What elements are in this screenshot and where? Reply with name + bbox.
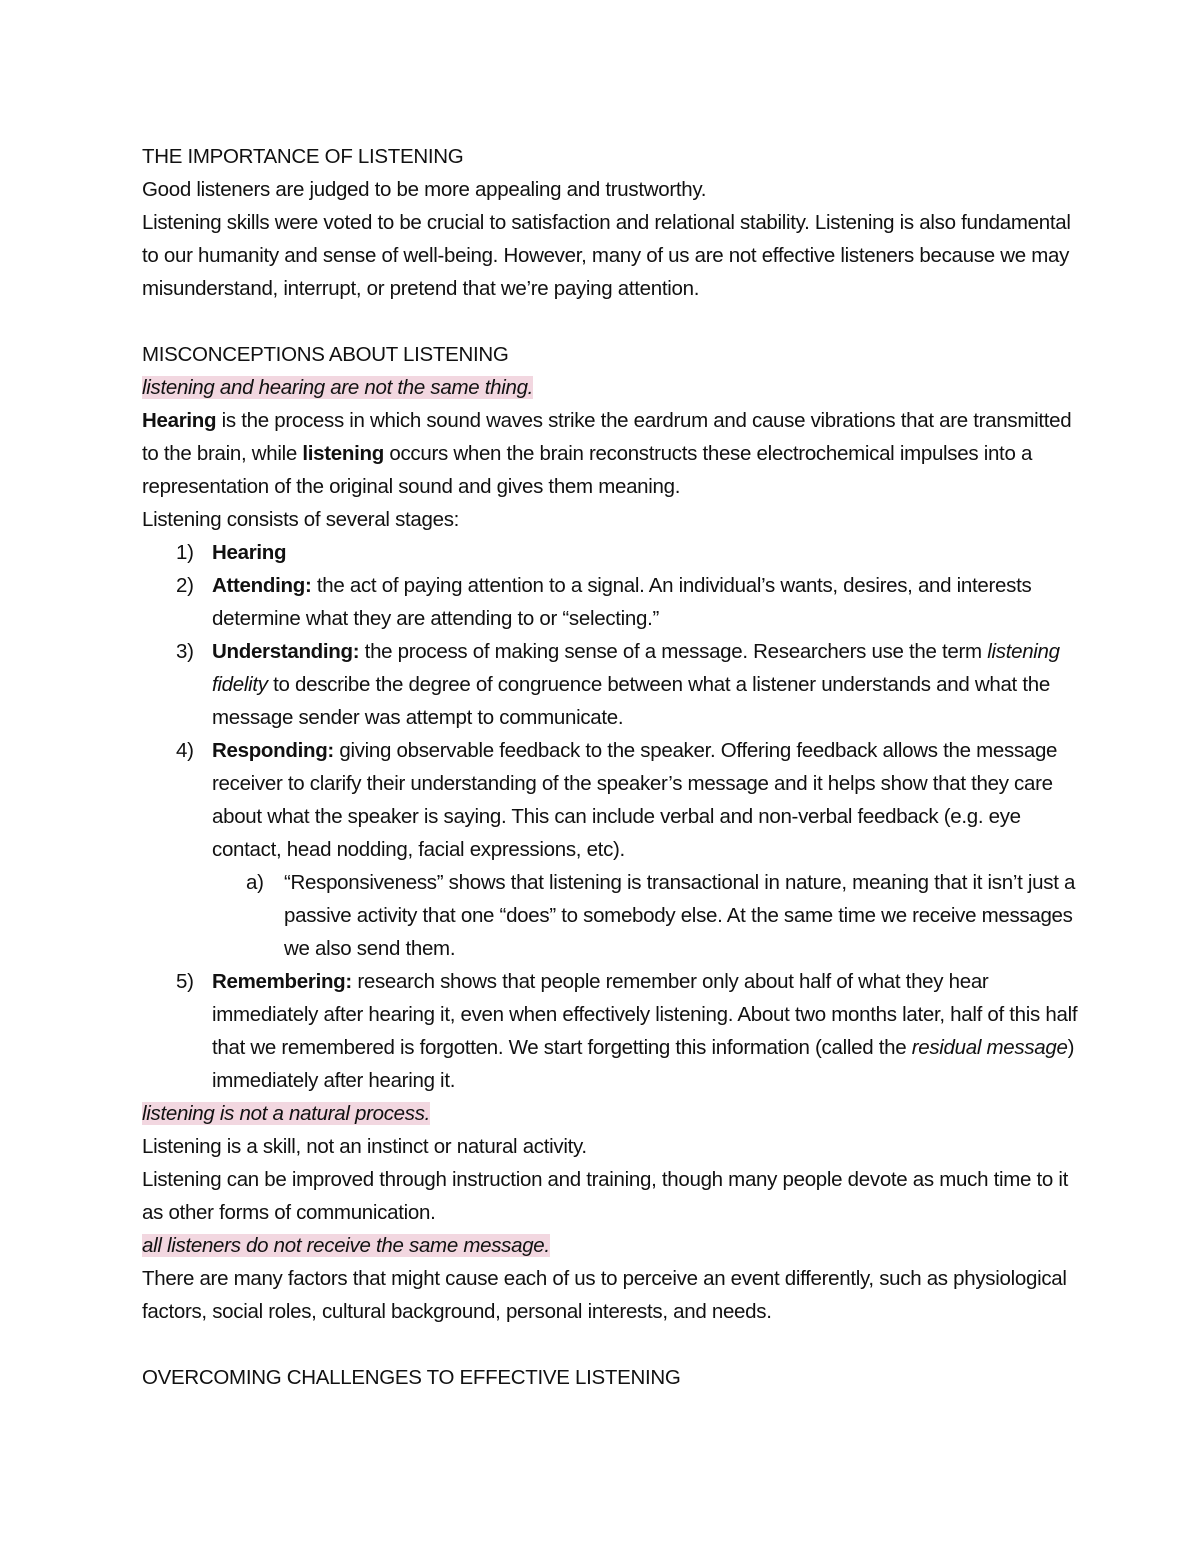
misconception-1-title: listening and hearing are not the same thing. [142, 376, 534, 399]
stages-intro: Listening consists of several stages: [142, 508, 460, 531]
section-heading-overcoming: OVERCOMING CHALLENGES TO EFFECTIVE LISTENING [142, 1366, 681, 1389]
listening-text: occurs when the brain reconstructs these electrochemical impulses into a representation of the original sound and gives them meaning. [142, 442, 1033, 498]
list-item-responding [142, 734, 1082, 866]
stage-term: Understanding: [212, 640, 360, 663]
section-heading-importance: THE IMPORTANCE OF LISTENING [142, 145, 464, 168]
list-item-attending [142, 569, 1082, 635]
stage-text: to describe the degree of congruence between what a listener understands and what the message sender was attempt to communicate. [212, 673, 1050, 729]
misconception-3-title-line [142, 1229, 1082, 1262]
paragraph-good-listeners: Good listeners are judged to be more appealing and trustworthy. [142, 178, 707, 201]
stage-text: the process of making sense of a message. Researchers use the term [359, 640, 988, 663]
stage-term: Hearing [212, 541, 287, 564]
spacer [142, 305, 1082, 338]
spacer [142, 1328, 1082, 1361]
stage-italic-term: listening fidelity [212, 640, 1060, 696]
stage-text: research shows that people remember only about half of what they hear immediately after hearing it, even when effectively listening. About two months later, half of this half that we remembered is forgotten. We start forgetting this information (called the [212, 970, 1078, 1059]
hearing-text: is the process in which sound waves strike the eardrum and cause vibrations that are transmitted to the brain, while [142, 409, 1072, 465]
paragraph-listening-improved: Listening can be improved through instruction and training, though many people devote as much time to it as other forms of communication. [142, 1168, 1069, 1224]
list-number: 5) [176, 970, 194, 993]
document-page [142, 140, 1082, 1394]
paragraph-hearing-definition [142, 404, 1082, 503]
list-item-hearing [142, 536, 1082, 569]
list-letter: a) [246, 871, 264, 894]
stage-text: giving observable feedback to the speaker. Offering feedback allows the message receiver to clarify their understanding of the speaker’s message and it helps show that they care about what the speaker is saying. This can include verbal and non-verbal feedback (e.g. eye contact, head nodding, facial expressions, etc). [212, 739, 1058, 861]
stage-term: Remembering: [212, 970, 352, 993]
list-number: 2) [176, 574, 194, 597]
term-listening: listening [302, 442, 384, 465]
misconception-3-title: all listeners do not receive the same message. [142, 1234, 550, 1257]
paragraph-listening-skills: Listening skills were voted to be crucial to satisfaction and relational stability. Listening is also fundamental to our humanity and sense of well-being. However, many of us are not effective listeners because we may misunderstand, interrupt, or pretend that we’re paying attention. [142, 211, 1071, 300]
term-hearing: Hearing [142, 409, 217, 432]
section-heading-misconceptions: MISCONCEPTIONS ABOUT LISTENING [142, 343, 509, 366]
list-number: 3) [176, 640, 194, 663]
stage-italic-term: residual message [911, 1036, 1068, 1059]
list-number: 4) [176, 739, 194, 762]
stage-term: Attending: [212, 574, 312, 597]
list-subitem-responsiveness [142, 866, 1082, 965]
list-number: 1) [176, 541, 194, 564]
paragraph-perception-factors: There are many factors that might cause each of us to perceive an event differently, such as physiological factors, social roles, cultural background, personal interests, and needs. [142, 1267, 1067, 1323]
stage-text: the act of paying attention to a signal. An individual’s wants, desires, and interests determine what they are attending to or “selecting.” [212, 574, 1032, 630]
misconception-2-title: listening is not a natural process. [142, 1102, 431, 1125]
subitem-text: “Responsiveness” shows that listening is transactional in nature, meaning that it isn’t just a passive activity that one “does” to somebody else. At the same time we receive messages we also send them. [284, 871, 1076, 960]
stage-text: ) immediately after hearing it. [212, 1036, 1075, 1092]
paragraph-listening-skill: Listening is a skill, not an instinct or natural activity. [142, 1135, 587, 1158]
stages-list [142, 536, 1082, 1097]
misconception-1-title-line [142, 371, 1082, 404]
misconception-2-title-line [142, 1097, 1082, 1130]
list-item-remembering [142, 965, 1082, 1097]
stage-term: Responding: [212, 739, 334, 762]
list-item-understanding [142, 635, 1082, 734]
